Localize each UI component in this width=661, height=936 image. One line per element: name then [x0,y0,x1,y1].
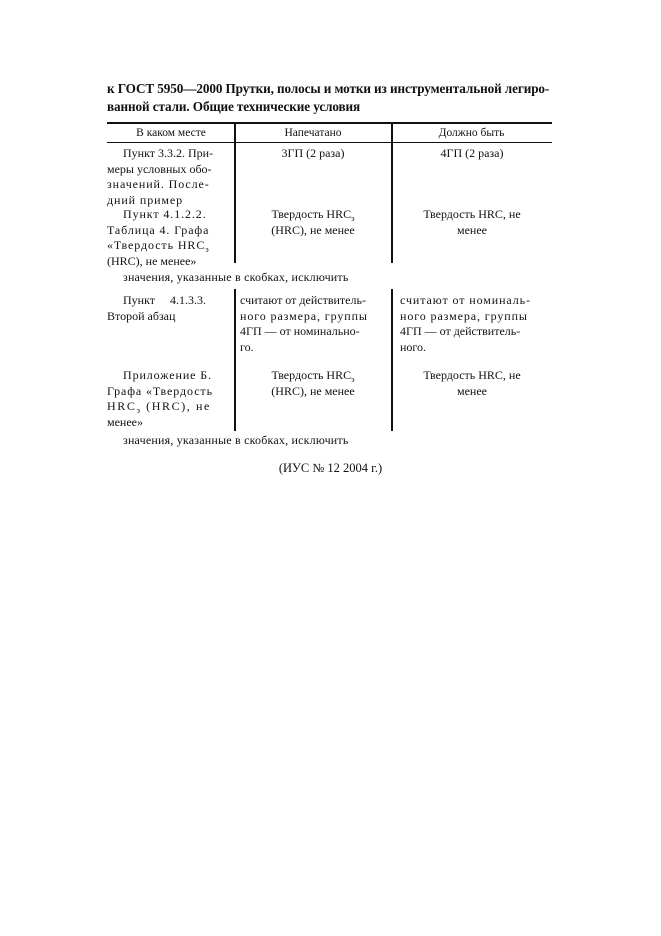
header-printed: Напечатано [284,127,342,139]
text-line: (HRC), не менее» [107,253,197,268]
text-line: (HRC), не [141,399,211,413]
text-line: Таблица 4. Графа [107,222,210,237]
row2-printed [236,207,390,238]
header-should-be: Должно быть [438,127,505,139]
row3-should-be [400,293,550,355]
text-line: считают от действитель- [240,293,366,307]
note-exclude-brackets: значения, указанные в скобках, исключить [123,270,349,284]
table-header [107,122,552,143]
text-line: 4ГП — от действитель- [400,324,521,338]
row2-should-be [393,207,551,238]
row4-printed [236,368,390,399]
text-line: 4ГП (2 раза) [440,146,504,160]
text-line: ного. [400,339,427,354]
column-divider [391,122,393,263]
row1-should-be [393,146,551,162]
column-divider [391,289,393,431]
row1-place [107,146,230,208]
row2-place [107,207,230,269]
row3-printed [240,293,387,355]
note-exclude-brackets: значения, указанные в скобках, исключить [123,433,349,447]
text-line: «Твердость HRC [107,238,206,252]
text-line: Твердость HRC [271,368,352,382]
subscript: э [351,375,355,384]
text-line: менее» [107,414,143,429]
source-reference: (ИУС № 12 2004 г.) [278,461,383,475]
text-line: ного размера, группы [240,308,368,323]
text-line: Твердость HRC, не [423,368,521,382]
row3-place [107,293,230,324]
subscript: э [351,214,355,223]
text-line: дний пример [107,192,184,207]
text-line: менее [457,383,487,398]
amendment-title [107,80,553,116]
text-line: Твердость HRC, не [423,207,521,221]
text-line: считают от номиналь- [400,293,531,307]
subscript: э [205,245,210,254]
text-line: 4ГП — от номинально- [240,324,360,338]
text-line: Второй абзац [107,308,176,323]
row4-place [107,368,230,430]
text-line: 3ГП (2 раза) [281,146,345,160]
text-line: Приложение Б. [123,368,212,382]
text-line: HRC [107,399,137,413]
text-line: Пункт 4.1.2.2. [123,207,207,221]
text-line: меры условных обо- [107,161,212,176]
text-line: Пункт 3.3.2. При- [123,146,214,160]
text-line: значений. После- [107,177,210,191]
text-line: Графа «Твердость [107,383,213,398]
text-line: Твердость HRC [271,207,352,221]
subscript: э [136,406,142,415]
title-line-2: ванной стали. Общие технические условия [107,99,361,114]
row4-should-be [393,368,551,399]
text-line: Пункт 4.1.3.3. [123,293,207,307]
title-line-1: к ГОСТ 5950—2000 Прутки, полосы и мотки из инструментальной легиро- [107,81,550,96]
text-line: менее [457,222,487,237]
column-divider [234,122,236,263]
text-line: (HRC), не менее [271,222,355,237]
text-line: (HRC), не менее [271,383,355,398]
header-place: В каком месте [136,127,206,139]
text-line: го. [240,339,254,354]
text-line: ного размера, группы [400,308,528,323]
row1-printed [236,146,390,162]
column-divider [234,289,236,431]
